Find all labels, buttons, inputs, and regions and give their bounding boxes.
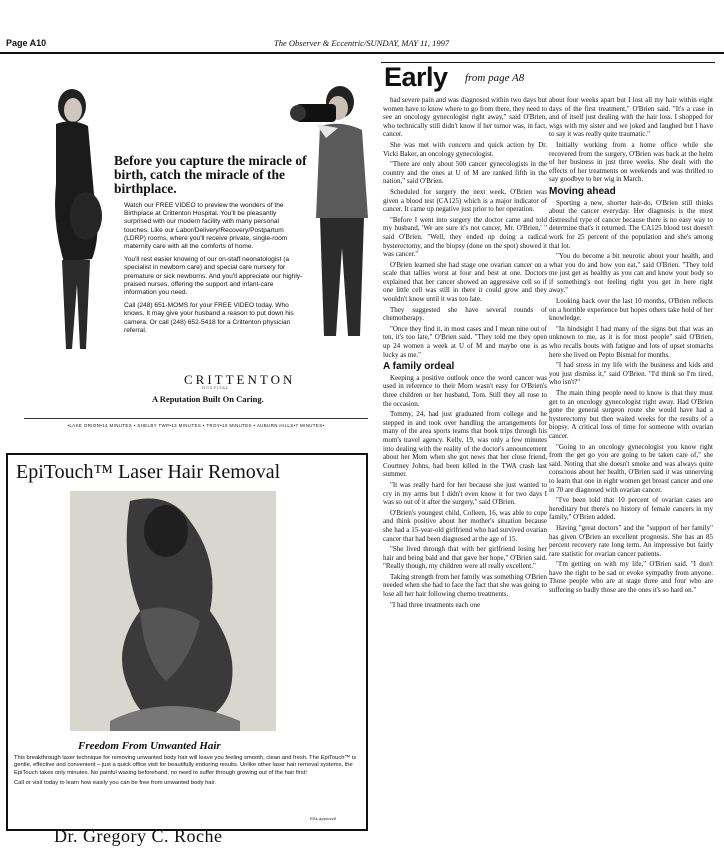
crittenton-locations: •LAKE ORION•14 MINUTES • SHELBY TWP•13 MINUTES • TROY•10 MINUTES • AUBURN HILLS•7 MINUTES• bbox=[67, 423, 325, 428]
article-paragraph: Taking strength from her family was something O'Brien needed when she had to face the fact that she was going to lose all her hair following chemo treatments. bbox=[383, 572, 547, 599]
article-paragraph: "I'm getting on with my life," O'Brien said. "I don't have the right to be sad or evoke sympathy from anyone. Those people who are at stage three and four who are suffering so badly those are the ones it's so hard on." bbox=[549, 560, 713, 595]
article-paragraph: "There are only about 500 cancer gynecologists in the country and the ones at U of M are ranked fifth in the nation," said O'Brien. bbox=[383, 160, 547, 186]
ad-divider bbox=[24, 418, 368, 419]
epitouch-paragraph: This breakthrough laser technique for removing unwanted body hair will leave you feeling smooth, clean and fresh. The EpiTouch™ is gentle, effective and convenient – just a quick office visit for beautifully enduring results. Unlike other laser hair removal systems, the EpiTouch takes only minutes. No painful waxing beforehand, no need to suffer through growing out of the hair first! bbox=[14, 755, 357, 776]
subhead: Moving ahead bbox=[549, 185, 616, 197]
masthead: The Observer & Eccentric/SUNDAY, MAY 11, 1997 bbox=[274, 38, 450, 48]
crittenton-paragraph: You'll rest easier knowing of our on-staff neonatologist (a specialist in newborn care) and special care nursery for premature or sick newborns. And you'll appreciate our highly-praised nurses, offering the support and infant-care information you need. bbox=[124, 256, 303, 297]
article-paragraph: Sporting a new, shorter hair-do, O'Brien still thinks about the cancer everyday. Her diagnosis is the most distressful type of cancer because there is no easy way to determine that's it returned. The CA125 blood test doesn't work for 25 percent of the population and she's among that lot. bbox=[549, 198, 713, 250]
crittenton-paragraph: Call (248) 651-MOMS for your FREE VIDEO today. Who knows. It may give your husband a reason to put down his camera. Or call (248) 652-5418 for a Crittenton physician referral. bbox=[124, 302, 294, 334]
article-paragraph: "I had three treatments each one bbox=[390, 600, 481, 609]
article-paragraph: "You do become a bit neurotic about your health, and what you do and how you eat," said O'Brien. "They told me just get as healthy as you can and know your body so if something's not feeling right you get in here right away." bbox=[549, 252, 713, 295]
article-paragraph: O'Brien's youngest child, Colleen, 16, was able to cope and think positive about her mother's situation because she had a 15-year-old girlfriend who had survived ovarian cancer that had been diagnosed at the age of 15. bbox=[383, 508, 547, 543]
crittenton-headline: Before you capture the miracle of birth, catch the miracle of the birthplace. bbox=[114, 153, 307, 196]
crittenton-paragraph: Watch our FREE VIDEO to preview the wonders of the Birthplace at Crittenton Hospital. You'll be pleasantly surprised with our modern facility with many personal touches. Like our Labor/Delivery/Recovery/Postpartum (LDRP) rooms, where you'll receive private, single-room maternity care with all the comforts of home. bbox=[124, 202, 288, 251]
article-paragraph: "I've been told that 10 percent of ovarian cases are hereditary but there's no history of female cancers in my family," O'Brien added. bbox=[549, 496, 713, 522]
crittenton-logo: CRITTENTON bbox=[184, 372, 296, 387]
article-paragraph: Keeping a positive outlook once the word cancer was used in reference to their Mom wasn't easy for O'Brien's three children or her husband, Tom. Still they all rose to the occasion. bbox=[383, 373, 547, 408]
article-column-2 bbox=[549, 96, 713, 597]
article-paragraph: "I had stress in my life with the business and kids and you just dismiss it," said O'Brien. "I'd think so I'm tired, who isn't?" bbox=[549, 361, 713, 387]
article-paragraph: about four weeks apart but I lost all my hair within eight days of the first treatment," O'Brien said. "It's a case in and of itself just dealing with the hair loss. I shopped for wigs with my sister and we joked and laughed but I have to say it was really quite traumatic." bbox=[549, 96, 713, 139]
article-paragraph: O'Brien learned she had stage one ovarian cancer on a scale that tallies worst at four and best at one. Doctors explained that her cancer showed an aggressive cell so if one little cell was still in there it could grow and they wouldn't know until it was too late. bbox=[383, 260, 547, 304]
article-paragraph: "Before I went into surgery the doctor came and told my husband, 'We are sure it's not cancer, Mr. O'Brien,' " said O'Brien. "Well, they ended up doing a radical hysterectomy, and the biopsy (done on the spot) showed it was cancer." bbox=[383, 215, 547, 259]
jump-line: from page A8 bbox=[465, 72, 525, 84]
crittenton-logo-sub: HOSPITAL bbox=[202, 386, 230, 390]
header-rule bbox=[0, 52, 724, 54]
model-photo bbox=[70, 491, 276, 731]
article-kicker: Early bbox=[384, 62, 448, 92]
article-paragraph: Tommy, 24, had just graduated from college and he stepped in and took over handling the arrangements for many of the area sports teams that book trips through his mom's travel agency. Kelly, 19, was only a few minutes into dealing with the reality of the doctor's announcement about her Mom when she got news that her close friend, Courtney Johns, had been killed in the TWA crash last summer. bbox=[383, 410, 547, 479]
fda-approved: FDA Approved bbox=[310, 817, 336, 821]
pregnant-woman-photo bbox=[42, 84, 104, 354]
crittenton-ad bbox=[24, 66, 368, 442]
article-paragraph: "Once they find it, in most cases and I mean nine out of ten, it's too late," O'Brien said. "They told me they open up 24 women a week at U of M and maybe one is as lucky as me." bbox=[383, 324, 547, 359]
epitouch-title: EpiTouch™ Laser Hair Removal bbox=[16, 461, 281, 483]
crittenton-tagline: A Reputation Built On Caring. bbox=[152, 394, 264, 404]
article-paragraph: Scheduled for surgery the next week, O'Brien was given a blood test (CA125) which is a major indicator of cancer. It came up negative just prior to her operation. bbox=[383, 187, 547, 214]
article-paragraph: "It was really hard for her because she just wanted to cry in my arms but I didn't even know it for two days I was so out of it after the surgery," said O'Brien. bbox=[383, 480, 547, 507]
crittenton-body bbox=[124, 202, 304, 340]
article-paragraph: Having "great doctors" and the "support of her family" has given O'Brien an excellent prognosis. She has an 85 percent recovery rate long term. An impressive but fairly rare statistic for ovarian cancer patients. bbox=[549, 523, 713, 558]
subhead: A family ordeal bbox=[383, 361, 455, 373]
article-paragraph: They suggested she have several rounds of chemotherapy. bbox=[383, 305, 547, 323]
article-paragraph: had severe pain and was diagnosed within two days but women have to know where to go from there, they need to see an oncology gynecologist right away," said O'Brien, who technically still didn't know if her tumor was, in fact, cancer. bbox=[383, 96, 547, 139]
article-paragraph: "In hindsight I had many of the signs but that was an unknown to me, as it is for most people" said O'Brien, who recalls bouts with fatigue and lots of upset stomachs here she lived on Pepto Bismal for months. bbox=[549, 324, 713, 359]
article-paragraph: "She lived through that with her girlfriend losing her hair and being bald and that gave her hope," O'Brien said. "Really though, my children were all really excellent." bbox=[383, 545, 547, 571]
epitouch-body bbox=[14, 755, 362, 790]
article-paragraph: The main thing people need to know is that they must get to an oncology gynecologist right away. Had O'Brien gone the general surgeon route she would have had a hysterectomy but then waited weeks for the results of a biopsy. A critical loss of time for someone with ovarian cancer. bbox=[549, 389, 713, 440]
article-paragraph: Initially working from a home office while she recovered from the surgery, O'Brien was back at the helm of her business in just three weeks. She dealt with the effects of her treatments on weekends and was thrilled to say goodbye to her wig in March. bbox=[549, 140, 713, 184]
article-paragraph: "Going to an oncology gynecologist you know right from the get go you are going to be taken care of," she said. Noting that she doesn't smoke and was always quite conscious about her health, O'Brien said it was unnerving to learn that one in eight women get breast cancer and one in 70 are diagnosed with ovarian cancer. bbox=[549, 442, 713, 494]
article-paragraph: She was met with concern and quick action by Dr. Vicki Baker, an oncology gynecologist. bbox=[383, 140, 547, 158]
page-number: Page A10 bbox=[6, 38, 47, 48]
epitouch-tagline: Freedom From Unwanted Hair bbox=[78, 740, 221, 752]
doctor-name: Dr. Gregory C. Roche bbox=[54, 826, 223, 846]
epitouch-ad bbox=[6, 453, 368, 831]
article-column-1 bbox=[383, 96, 547, 611]
epitouch-call: Call or visit today to learn how easily you can be free from unwanted body hair. bbox=[14, 779, 217, 786]
article-paragraph: Looking back over the last 10 months, O'Brien reflects on a horrible experience but hopes others take hold of her knowledge. bbox=[549, 297, 713, 323]
